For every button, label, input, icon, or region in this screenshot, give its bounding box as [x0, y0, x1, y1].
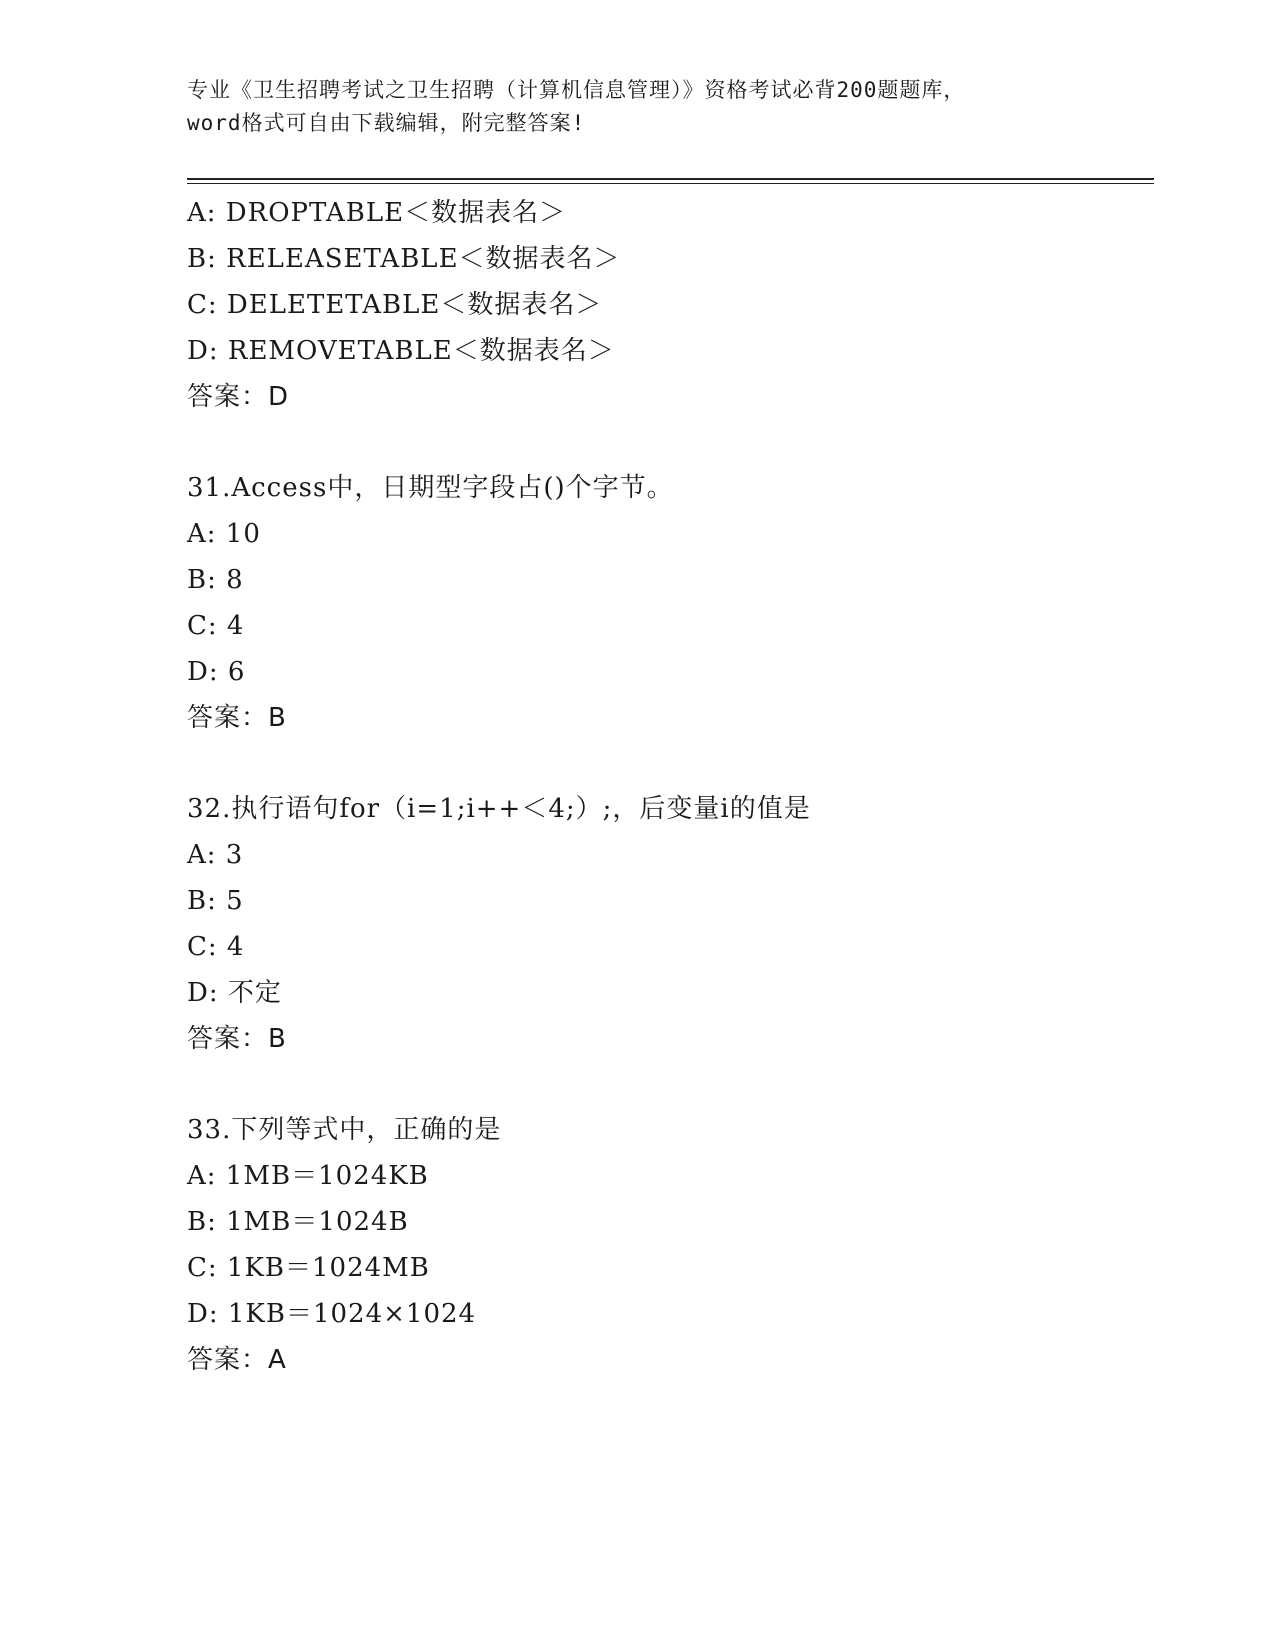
document-header	[187, 74, 1087, 140]
spacer	[187, 1062, 1147, 1107]
question-list	[187, 190, 1147, 1383]
question-text: 33.下列等式中，正确的是	[187, 1115, 502, 1145]
header-line-2: word格式可自由下载编辑，附完整答案!	[187, 111, 586, 135]
option-c: C: 4	[187, 611, 245, 641]
option-a: A: 3	[187, 840, 244, 870]
option-d: D: 不定	[187, 978, 282, 1008]
option-c: C: 4	[187, 932, 245, 962]
option-a: A: DROPTABLE＜数据表名＞	[187, 198, 567, 228]
option-b: B: 5	[187, 886, 244, 916]
answer-line: 答案：B	[187, 1024, 287, 1054]
header-line-1: 专业《卫生招聘考试之卫生招聘（计算机信息管理）》资格考试必背200题题库，	[187, 78, 966, 102]
answer-line: 答案：D	[187, 382, 290, 412]
option-b: B: 8	[187, 565, 244, 595]
option-a: A: 1MB＝1024KB	[187, 1161, 429, 1191]
option-c: C: 1KB＝1024MB	[187, 1253, 430, 1283]
option-d: D: 6	[187, 657, 246, 687]
option-b: B: 1MB＝1024B	[187, 1207, 409, 1237]
header-divider-thin	[187, 183, 1154, 184]
answer-line: 答案：A	[187, 1345, 287, 1375]
question-block-31	[187, 465, 1147, 741]
question-block-33	[187, 1107, 1147, 1383]
question-block-32	[187, 786, 1147, 1062]
spacer	[187, 420, 1147, 465]
option-c: C: DELETETABLE＜数据表名＞	[187, 290, 603, 320]
answer-line: 答案：B	[187, 703, 287, 733]
question-text: 31.Access中，日期型字段占()个字节。	[187, 473, 674, 503]
option-d: D: REMOVETABLE＜数据表名＞	[187, 336, 615, 366]
spacer	[187, 741, 1147, 786]
question-text: 32.执行语句for（i=1;i++＜4;）;，后变量i的值是	[187, 794, 811, 824]
option-a: A: 10	[187, 519, 261, 549]
option-d: D: 1KB＝1024×1024	[187, 1299, 477, 1329]
option-b: B: RELEASETABLE＜数据表名＞	[187, 244, 621, 274]
question-block-30	[187, 190, 1147, 420]
header-divider-thick	[187, 178, 1154, 180]
